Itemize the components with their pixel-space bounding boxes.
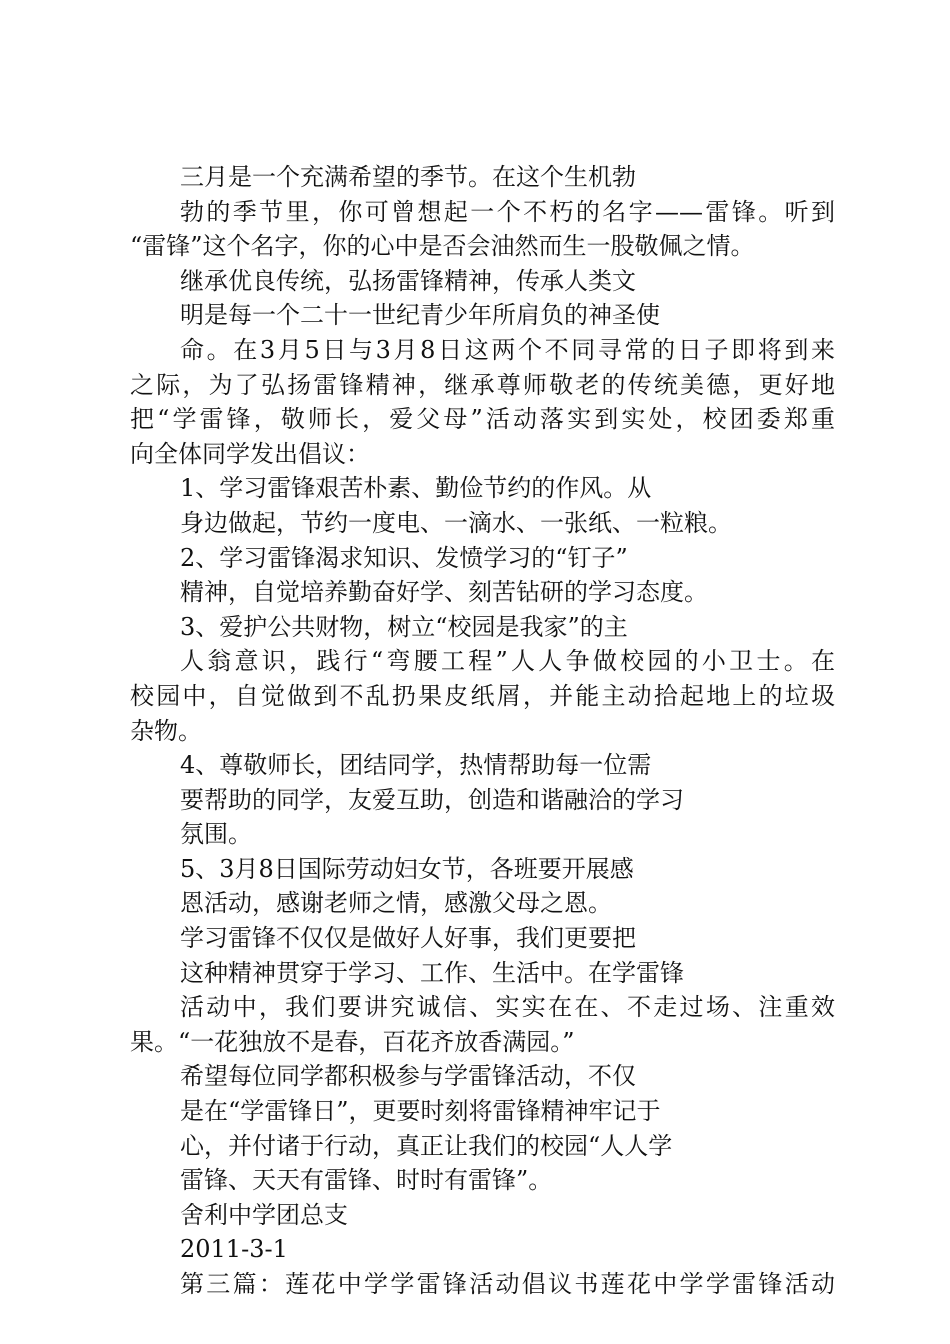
text-line: 2011-3-1 <box>180 1235 288 1264</box>
text-line: 舍利中学团总支 <box>180 1200 348 1229</box>
text-line: 这种精神贯穿于学习、工作、生活中。在学雷锋 <box>180 958 684 987</box>
text-line: 之际，为了弘扬雷锋精神，继承尊师敬老的传统美德，更好地 <box>130 370 835 399</box>
text-line: 果。“一花独放不是春，百花齐放香满园。” <box>130 1027 575 1056</box>
text-line: 是在“学雷锋日”，更要时刻将雷锋精神牢记于 <box>180 1097 661 1126</box>
text-line: 勃的季节里，你可曾想起一个不朽的名字——雷锋。听到 <box>180 197 835 226</box>
text-line: 杂物。 <box>130 716 202 745</box>
text-line: “雷锋”这个名字，你的心中是否会油然而生一股敬佩之情。 <box>130 232 755 261</box>
text-line: 恩活动，感谢老师之情，感激父母之恩。 <box>180 889 612 918</box>
text-line: 3、爱护公共财物，树立“校园是我家”的主 <box>180 612 628 641</box>
document-body <box>130 160 835 1302</box>
text-line: 5、3月8日国际劳动妇女节，各班要开展感 <box>180 854 634 883</box>
text-line: 2、学习雷锋渴求知识、发愤学习的“钉子” <box>180 543 628 572</box>
text-line: 明是每一个二十一世纪青少年所肩负的神圣使 <box>180 301 660 330</box>
text-line: 4、尊敬师长，团结同学，热情帮助每一位需 <box>180 751 652 780</box>
text-line: 身边做起，节约一度电、一滴水、一张纸、一粒粮。 <box>180 508 732 537</box>
text-line: 命。在3月5日与3月8日这两个不同寻常的日子即将到来 <box>180 335 835 364</box>
text-line: 继承优良传统，弘扬雷锋精神，传承人类文 <box>180 266 636 295</box>
text-line: 学习雷锋不仅仅是做好人好事，我们更要把 <box>180 924 636 953</box>
text-line: 心，并付诸于行动，真正让我们的校园“人人学 <box>180 1131 673 1160</box>
text-line: 把“学雷锋，敬师长，爱父母”活动落实到实处，校团委郑重 <box>130 405 835 434</box>
text-line: 要帮助的同学，友爱互助，创造和谐融洽的学习 <box>180 785 684 814</box>
text-line: 雷锋、天天有雷锋、时时有雷锋”。 <box>180 1166 553 1195</box>
text-line: 活动中，我们要讲究诚信、实实在在、不走过场、注重效 <box>180 993 835 1022</box>
text-line: 三月是一个充满希望的季节。在这个生机勃 <box>180 163 636 191</box>
text-line: 希望每位同学都积极参与学雷锋活动，不仅 <box>180 1062 636 1091</box>
text-line: 向全体同学发出倡议： <box>130 439 370 468</box>
text-line: 第三篇：莲花中学学雷锋活动倡议书莲花中学学雷锋活动 <box>180 1270 835 1298</box>
text-line: 精神，自觉培养勤奋好学、刻苦钻研的学习态度。 <box>180 578 708 607</box>
text-line: 氛围。 <box>180 820 252 849</box>
text-line: 1、学习雷锋艰苦朴素、勤俭节约的作风。从 <box>180 474 652 503</box>
text-line: 人翁意识，践行“弯腰工程”人人争做校园的小卫士。在 <box>180 647 835 676</box>
text-line: 校园中，自觉做到不乱扔果皮纸屑，并能主动拾起地上的垃圾 <box>130 681 835 710</box>
